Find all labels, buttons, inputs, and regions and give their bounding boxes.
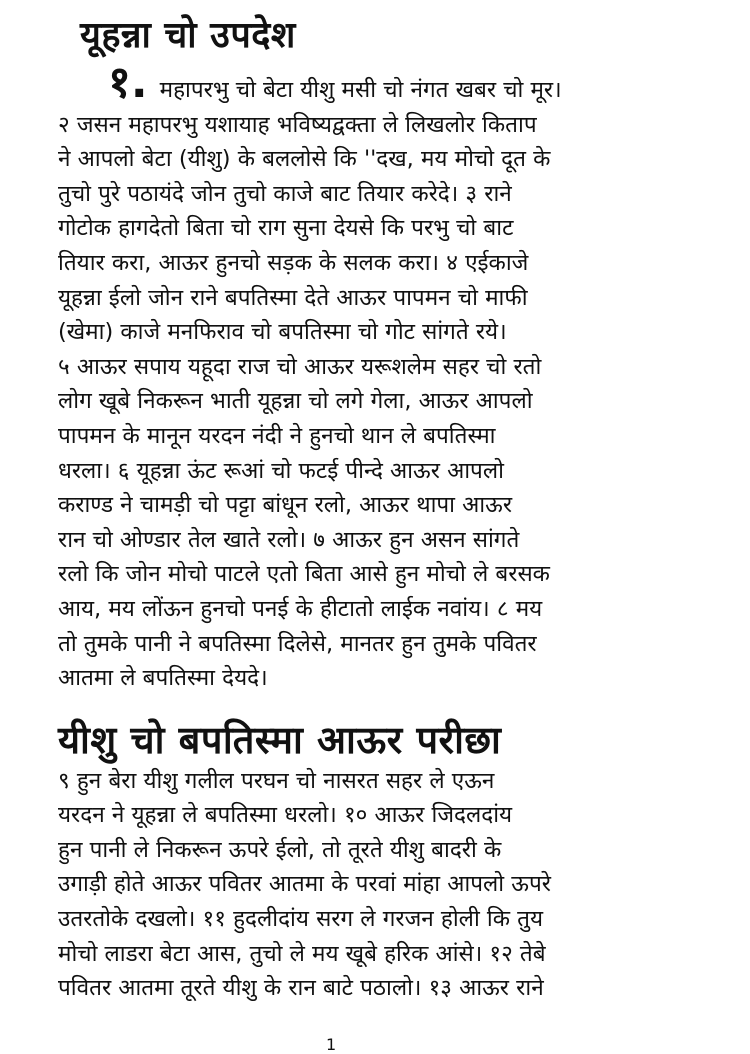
text-line: यूहन्ना ईलो जोन राने बपतिस्मा देते आऊर पापमन चो माफी bbox=[58, 284, 528, 311]
text-line: हुन पानी ले निकरून ऊपरे ईलो, तो तूरते यीशु बादरी के bbox=[58, 836, 502, 863]
text-line: ने आपलो बेटा (यीशु) के बललोसे कि ''दख, मय मोचो दूत के bbox=[58, 146, 551, 173]
text-line: गोटोक हागदेतो बिता चो राग सुना देयसे कि परभु चो बाट bbox=[58, 215, 514, 242]
text-line: आय, मय लोंऊन हुनचो पनई के हीटातो लाईक नवांय। ८ मय bbox=[58, 595, 543, 622]
text-line: तो तुमके पानी ने बपतिस्मा दिलेसे, मानतर हुन तुमके पवितर bbox=[58, 630, 537, 657]
text-line: पवितर आतमा तूरते यीशु के रान बाटे पठालो। १३ आऊर राने bbox=[58, 975, 544, 1002]
line-text: महापरभु चो बेटा यीशु मसी चो नंगत खबर चो मूर। bbox=[159, 77, 562, 103]
text-line: उतरतोके दखलो। ११ हुदलीदांय सरग ले गरजन होली कि तुय bbox=[58, 906, 544, 933]
text-line: ५ आऊर सपाय यहूदा राज चो आऊर यरूशलेम सहर चो रतो bbox=[58, 353, 542, 380]
text-line: (खेमा) काजे मनफिराव चो बपतिस्मा चो गोट सांगते रये। bbox=[58, 319, 507, 346]
text-line: पापमन के मानून यरदन नंदी ने हुनचो थान ले बपतिस्मा bbox=[58, 422, 496, 449]
text-line: रान चो ओण्डार तेल खाते रलो। ७ आऊर हुन असन सांगते bbox=[58, 526, 520, 553]
section-heading-john-preaching: यूहन्ना चो उपदेश bbox=[80, 15, 296, 56]
page-number: 1 bbox=[326, 1035, 337, 1054]
chapter-number: १. bbox=[108, 57, 148, 108]
section-heading-jesus-baptism: यीशु चो बपतिस्मा आऊर परीछा bbox=[58, 717, 502, 762]
text-line: तियार करा, आऊर हुनचो सड़क के सलक करा। ४ एईकाजे bbox=[58, 249, 529, 276]
text-line bbox=[58, 57, 688, 108]
text-line: ९ हुन बेरा यीशु गलील परघन चो नासरत सहर ले एऊन bbox=[58, 767, 495, 794]
text-line: धरला। ६ यूहन्ना ऊंट रूआं चो फटई पीन्दे आऊर आपलो bbox=[58, 457, 504, 484]
text-line: २ जसन महापरभु यशायाह भविष्यद्वक्ता ले लिखलोर किताप bbox=[58, 111, 537, 138]
text-line: तुचो पुरे पठायंदे जोन तुचो काजे बाट तियार करेदे। ३ राने bbox=[58, 180, 512, 207]
section-body-jesus-baptism bbox=[58, 764, 688, 1006]
text-line: उगाड़ी होते आऊर पवितर आतमा के परवां मांहा आपलो ऊपरे bbox=[58, 871, 551, 898]
text-line: यरदन ने यूहन्ना ले बपतिस्मा धरलो। १० आऊर जिदलदांय bbox=[58, 802, 513, 829]
text-line: मोचो लाडरा बेटा आस, तुचो ले मय खूबे हरिक आंसे। १२ तेबे bbox=[58, 940, 546, 967]
text-line: कराण्ड ने चामड़ी चो पट्टा बांधून रलो, आऊर थापा आऊर bbox=[58, 492, 513, 519]
text-line: लोग खूबे निकरून भाती यूहन्ना चो लगे गेला, आऊर आपलो bbox=[58, 388, 533, 415]
text-line: आतमा ले बपतिस्मा देयदे। bbox=[58, 665, 268, 692]
section-body-john-preaching bbox=[58, 57, 688, 696]
text-line: रलो कि जोन मोचो पाटले एतो बिता आसे हुन मोचो ले बरसक bbox=[58, 561, 550, 588]
